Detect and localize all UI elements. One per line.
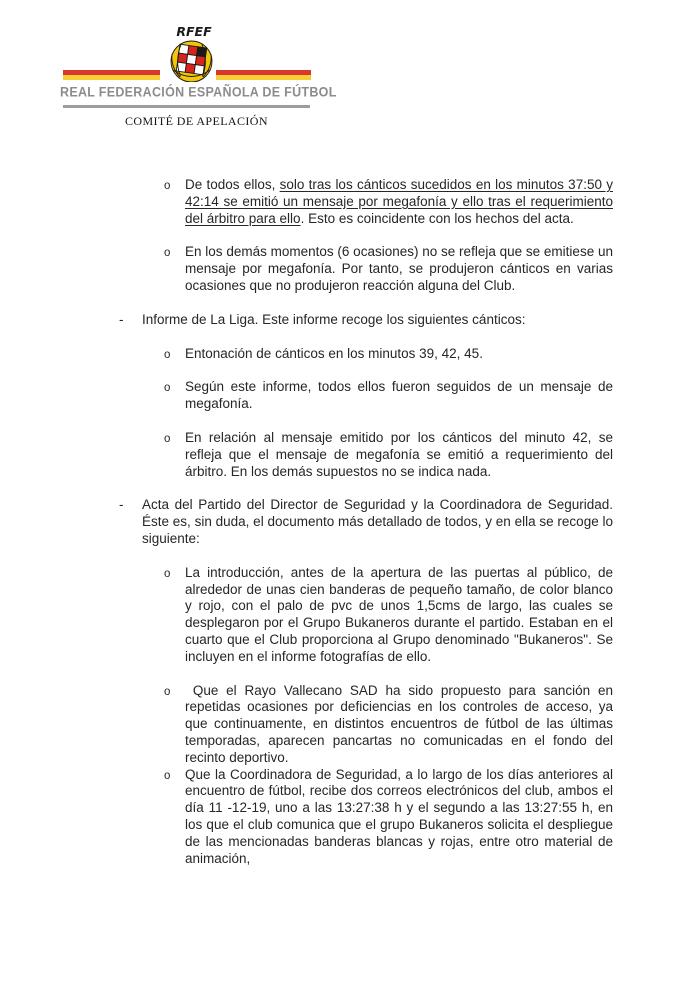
dash-marker: -	[119, 311, 124, 327]
bullet-marker: o	[164, 685, 171, 698]
text-segment: Acta del Partido del Director de Seguridad y la Coordinadora de Seguridad. Éste es, sin duda, el documento más detallado de todos, y en ella se recoge lo siguiente:	[142, 497, 613, 546]
list-item	[0, 346, 686, 363]
list-item-text	[185, 379, 613, 413]
text-segment: En relación al mensaje emitido por los cánticos del minuto 42, se refleja que el mensaje de megafonía se emitió a requerimiento del árbitro. En los demás supuestos no se indica nada.	[185, 429, 613, 479]
list-item-text	[185, 177, 613, 227]
flag-stripe-yellow	[63, 75, 160, 80]
list-item-text	[142, 312, 613, 329]
list-item	[0, 430, 686, 480]
list-item-text	[142, 497, 613, 547]
list-item-text	[185, 346, 613, 363]
text-segment: Informe de La Liga. Este informe recoge los siguientes cánticos:	[142, 311, 526, 327]
list-item	[0, 312, 686, 329]
rfef-monogram: RFEF	[176, 24, 212, 39]
text-segment: Que el Rayo Vallecano SAD ha sido propuesto para sanción en repetidas ocasiones por deficiencias en los controles de acceso, ya que continuamente, en distintos encuentros de fútbol de las últimas temporadas, aparecen pancartas no comunicadas en el fondo del recinto deportivo.	[185, 682, 613, 765]
text-segment: La introducción, antes de la apertura de las puertas al público, de alrededor de unas cien banderas de pequeño tamaño, de color blanco y rojo, con el palo de pvc de unos 1,5cms de largo, las cuales se desplegaron por el Grupo Bukaneros durante el partido. Estaban en el cuarto que el Club proporciona al Grupo denominado "Bukaneros". Se incluyen en el informe fotografías de ello.	[185, 564, 613, 664]
committee-title: COMITÉ DE APELACIÓN	[125, 114, 268, 128]
list-item-text	[185, 244, 613, 294]
list-item	[0, 565, 686, 666]
dash-marker: -	[119, 497, 124, 513]
bullet-marker: o	[164, 567, 171, 580]
list-item-text	[185, 430, 613, 480]
text-segment: De todos ellos,	[185, 177, 280, 192]
text-segment: En los demás momentos (6 ocasiones) no se refleja que se emitiese un mensaje por megafonía. Por tanto, se produjeron cánticos en varias ocasiones que no produjeron reacción alguna del Club.	[185, 244, 613, 293]
list-item	[0, 244, 686, 294]
text-segment: Entonación de cánticos en los minutos 39, 42, 45.	[185, 345, 483, 361]
list-item	[0, 379, 686, 413]
flag-stripe-yellow	[216, 75, 311, 80]
bullet-marker: o	[164, 180, 171, 192]
list-item	[0, 497, 686, 547]
bullet-marker: o	[164, 348, 171, 361]
list-item-text	[185, 683, 613, 767]
text-segment-underlined: solo tras los cánticos sucedidos en los minutos 37:50 y 42:14 se emitió un mensaje por megafonía y ello tras el requerimiento del árbitro para ello	[185, 177, 613, 226]
list-item	[0, 177, 686, 227]
header-divider	[63, 105, 310, 108]
bullet-marker: o	[164, 247, 171, 260]
bullet-marker: o	[164, 382, 171, 395]
document-body	[0, 177, 686, 884]
text-segment: Que la Coordinadora de Seguridad, a lo largo de los días anteriores al encuentro de fútbol, recibe dos correos electrónicos del club, ambos el día 11 -12-19, uno a las 13:27:38 h y el segundo a las 13:27:55 h, en los que el club comunica que el grupo Bukaneros solicita el despliegue de las mencionadas banderas blancas y rojas, entre otro material de animación,	[185, 766, 613, 866]
organization-name: REAL FEDERACIÓN ESPAÑOLA DE FÚTBOL	[60, 84, 337, 100]
rfef-ball-logo-icon	[166, 20, 218, 82]
text-segment: . Esto es coincidente con los hechos del acta.	[300, 210, 574, 226]
bullet-marker: o	[164, 432, 171, 445]
text-segment: Según este informe, todos ellos fueron seguidos de un mensaje de megafonía.	[185, 379, 613, 412]
list-item	[0, 683, 686, 767]
flag-stripe-right	[216, 70, 311, 80]
list-item-text	[185, 565, 613, 666]
list-item-text	[185, 767, 613, 868]
list-item	[0, 767, 686, 868]
flag-stripe-left	[63, 70, 160, 80]
bullet-marker: o	[164, 769, 171, 782]
